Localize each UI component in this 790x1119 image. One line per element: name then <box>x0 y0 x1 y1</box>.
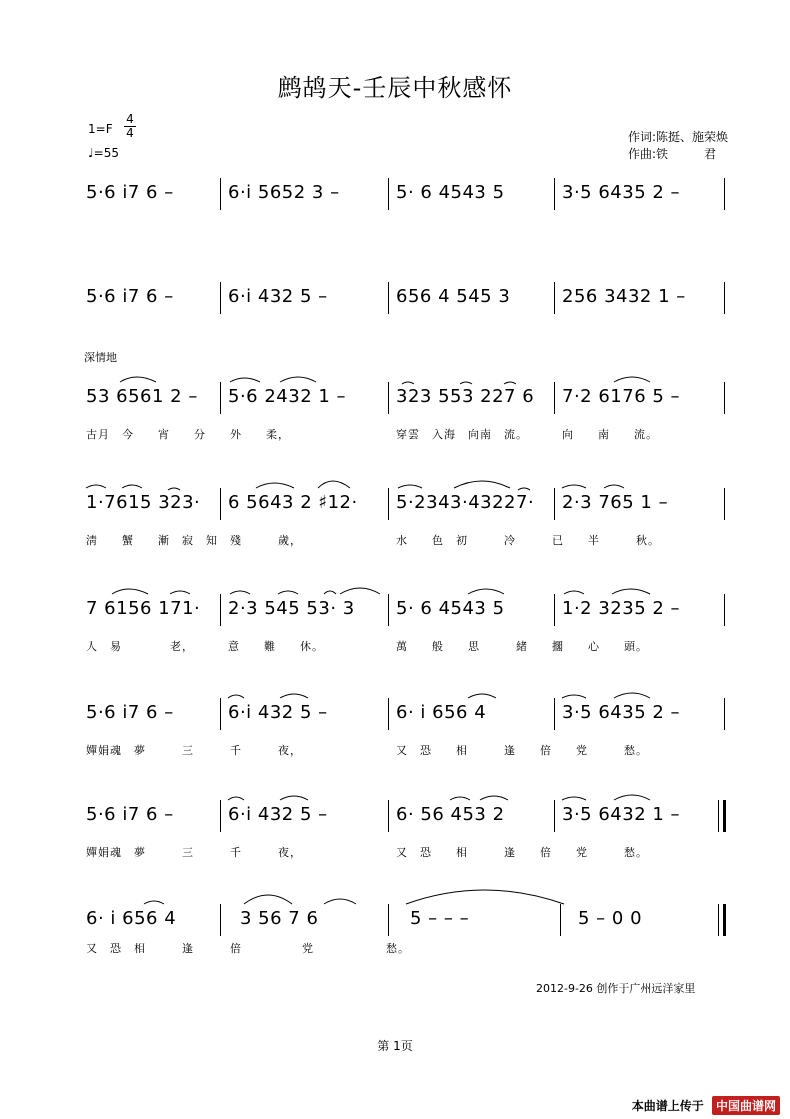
lyric-line: 嬋娟魂 夢 三 千 夜， <box>86 744 302 757</box>
barline <box>724 178 725 210</box>
barline <box>554 178 555 210</box>
barline <box>388 698 389 730</box>
lyric-line: 水 色 初 冷 已 半 秋。 <box>396 534 660 547</box>
measure-3: 6· i 656 4 <box>396 702 487 723</box>
barline <box>724 282 725 314</box>
measure-4: 7·2 6176 5 – <box>562 386 681 407</box>
measure-3: 6· 56 453 2 <box>396 804 505 825</box>
upload-watermark <box>632 1096 780 1115</box>
barline <box>554 282 555 314</box>
staff-system-1 <box>84 178 736 218</box>
measure-2: 6 5643 2 ♯12· <box>228 492 358 513</box>
barline <box>724 488 725 520</box>
time-top: 4 <box>126 112 134 126</box>
measure-1: 1·7615 323· <box>86 492 201 513</box>
measure-3: 5·2343·43227· <box>396 492 535 513</box>
expression-marking: 深情地 <box>84 351 117 364</box>
barline <box>220 904 221 936</box>
key-signature: 1=F <box>88 122 113 136</box>
lyric-line: 向 南 流。 <box>562 428 658 441</box>
barline <box>554 382 555 414</box>
staff-system-8 <box>84 904 736 966</box>
lyric-line: 又 恐 相 逢 倍 党 愁。 <box>396 846 648 859</box>
measure-2: 6·i 432 5 – <box>228 702 328 723</box>
tempo-marking: ♩=55 <box>88 146 119 160</box>
barline <box>220 488 221 520</box>
measure-4: 3·5 6435 2 – <box>562 702 681 723</box>
lyric-line: 穿雲 入海 向南 流。 <box>396 428 528 441</box>
barline <box>724 594 725 626</box>
barline <box>724 382 725 414</box>
lyric-line: 嬋娟魂 夢 三 千 夜， <box>86 846 302 859</box>
measure-1: 7 6156 171· <box>86 598 201 619</box>
staff-system-6 <box>84 698 736 760</box>
barline <box>388 178 389 210</box>
barline <box>220 382 221 414</box>
time-signature <box>124 113 136 140</box>
measure-1: 5·6 i7 6 – <box>86 804 174 825</box>
barline <box>388 594 389 626</box>
repeat-barline-thin <box>718 800 719 832</box>
slur-marks <box>84 884 736 910</box>
measure-3: 656 4 545 3 <box>396 286 511 307</box>
lyric-line: 古月 今 宵 分 外 柔， <box>86 428 290 441</box>
measure-4: 3·5 6432 1 – <box>562 804 681 825</box>
lyric-line: 又 恐 相 逢 倍 党 愁。 <box>396 744 648 757</box>
barline <box>220 594 221 626</box>
lyricist-credit: 作词:陈挺、施荣焕 <box>628 130 729 144</box>
date-note: 2012-9-26 创作于广州远洋家里 <box>536 982 696 995</box>
measure-2: 5·6 2432 1 – <box>228 386 347 407</box>
measure-2: 3 56 7 6 <box>240 908 319 929</box>
staff-system-7 <box>84 800 736 862</box>
measure-4: 1·2 3235 2 – <box>562 598 681 619</box>
repeat-barline-thick <box>723 800 726 832</box>
measure-2: 6·i 432 5 – <box>228 804 328 825</box>
barline <box>554 488 555 520</box>
site-logo: 中国曲谱网 <box>712 1096 780 1115</box>
barline <box>554 698 555 730</box>
measure-3: 5· 6 4543 5 <box>396 598 505 619</box>
barline <box>560 904 561 936</box>
barline <box>388 904 389 936</box>
barline <box>554 594 555 626</box>
staff-system-5 <box>84 594 736 656</box>
lyric-line: 又 恐 相 逢 倍 党 愁。 <box>86 942 410 955</box>
measure-1: 5·6 i7 6 – <box>86 182 174 203</box>
measure-1: 5·6 i7 6 – <box>86 286 174 307</box>
barline <box>220 800 221 832</box>
page-number: 第 1页 <box>377 1039 413 1053</box>
measure-4: 3·5 6435 2 – <box>562 182 681 203</box>
final-barline-thin <box>718 904 719 936</box>
lyric-line: 人 易 老， <box>86 640 194 653</box>
final-barline-thick <box>723 904 726 936</box>
barline <box>724 698 725 730</box>
time-bottom: 4 <box>124 126 136 140</box>
measure-1: 6· i 656 4 <box>86 908 177 929</box>
barline <box>388 282 389 314</box>
measure-2: 6·i 432 5 – <box>228 286 328 307</box>
barline <box>554 800 555 832</box>
barline <box>220 698 221 730</box>
measure-3: 5· 6 4543 5 <box>396 182 505 203</box>
measure-4: 2·3 765 1 – <box>562 492 669 513</box>
watermark-text: 本曲谱上传于 <box>631 1099 704 1113</box>
lyric-line: 萬 般 思 緒 擱 心 頭。 <box>396 640 648 653</box>
barline <box>388 488 389 520</box>
barline <box>220 178 221 210</box>
measure-1: 53 6561 2 – <box>86 386 198 407</box>
lyric-line: 淸 蟹 漸 寂 知 殘 歲， <box>86 534 302 547</box>
composer-credit: 作曲:铁 君 <box>628 147 717 161</box>
barline <box>388 382 389 414</box>
staff-system-3 <box>84 382 736 444</box>
measure-3: 5 – – – <box>410 908 470 929</box>
measure-1: 5·6 i7 6 – <box>86 702 174 723</box>
staff-system-2 <box>84 282 736 322</box>
song-title: 鹧鸪天-壬辰中秋感怀 <box>277 74 513 102</box>
staff-system-4 <box>84 488 736 550</box>
barline <box>220 282 221 314</box>
measure-2: 2·3 545 53· 3 <box>228 598 355 619</box>
lyric-line: 意 難 休。 <box>228 640 324 653</box>
measure-4: 256 3432 1 – <box>562 286 686 307</box>
barline <box>388 800 389 832</box>
measure-4: 5 – 0 0 <box>578 908 643 929</box>
measure-3: 323 553 227 6 <box>396 386 535 407</box>
measure-2: 6·i 5652 3 – <box>228 182 340 203</box>
